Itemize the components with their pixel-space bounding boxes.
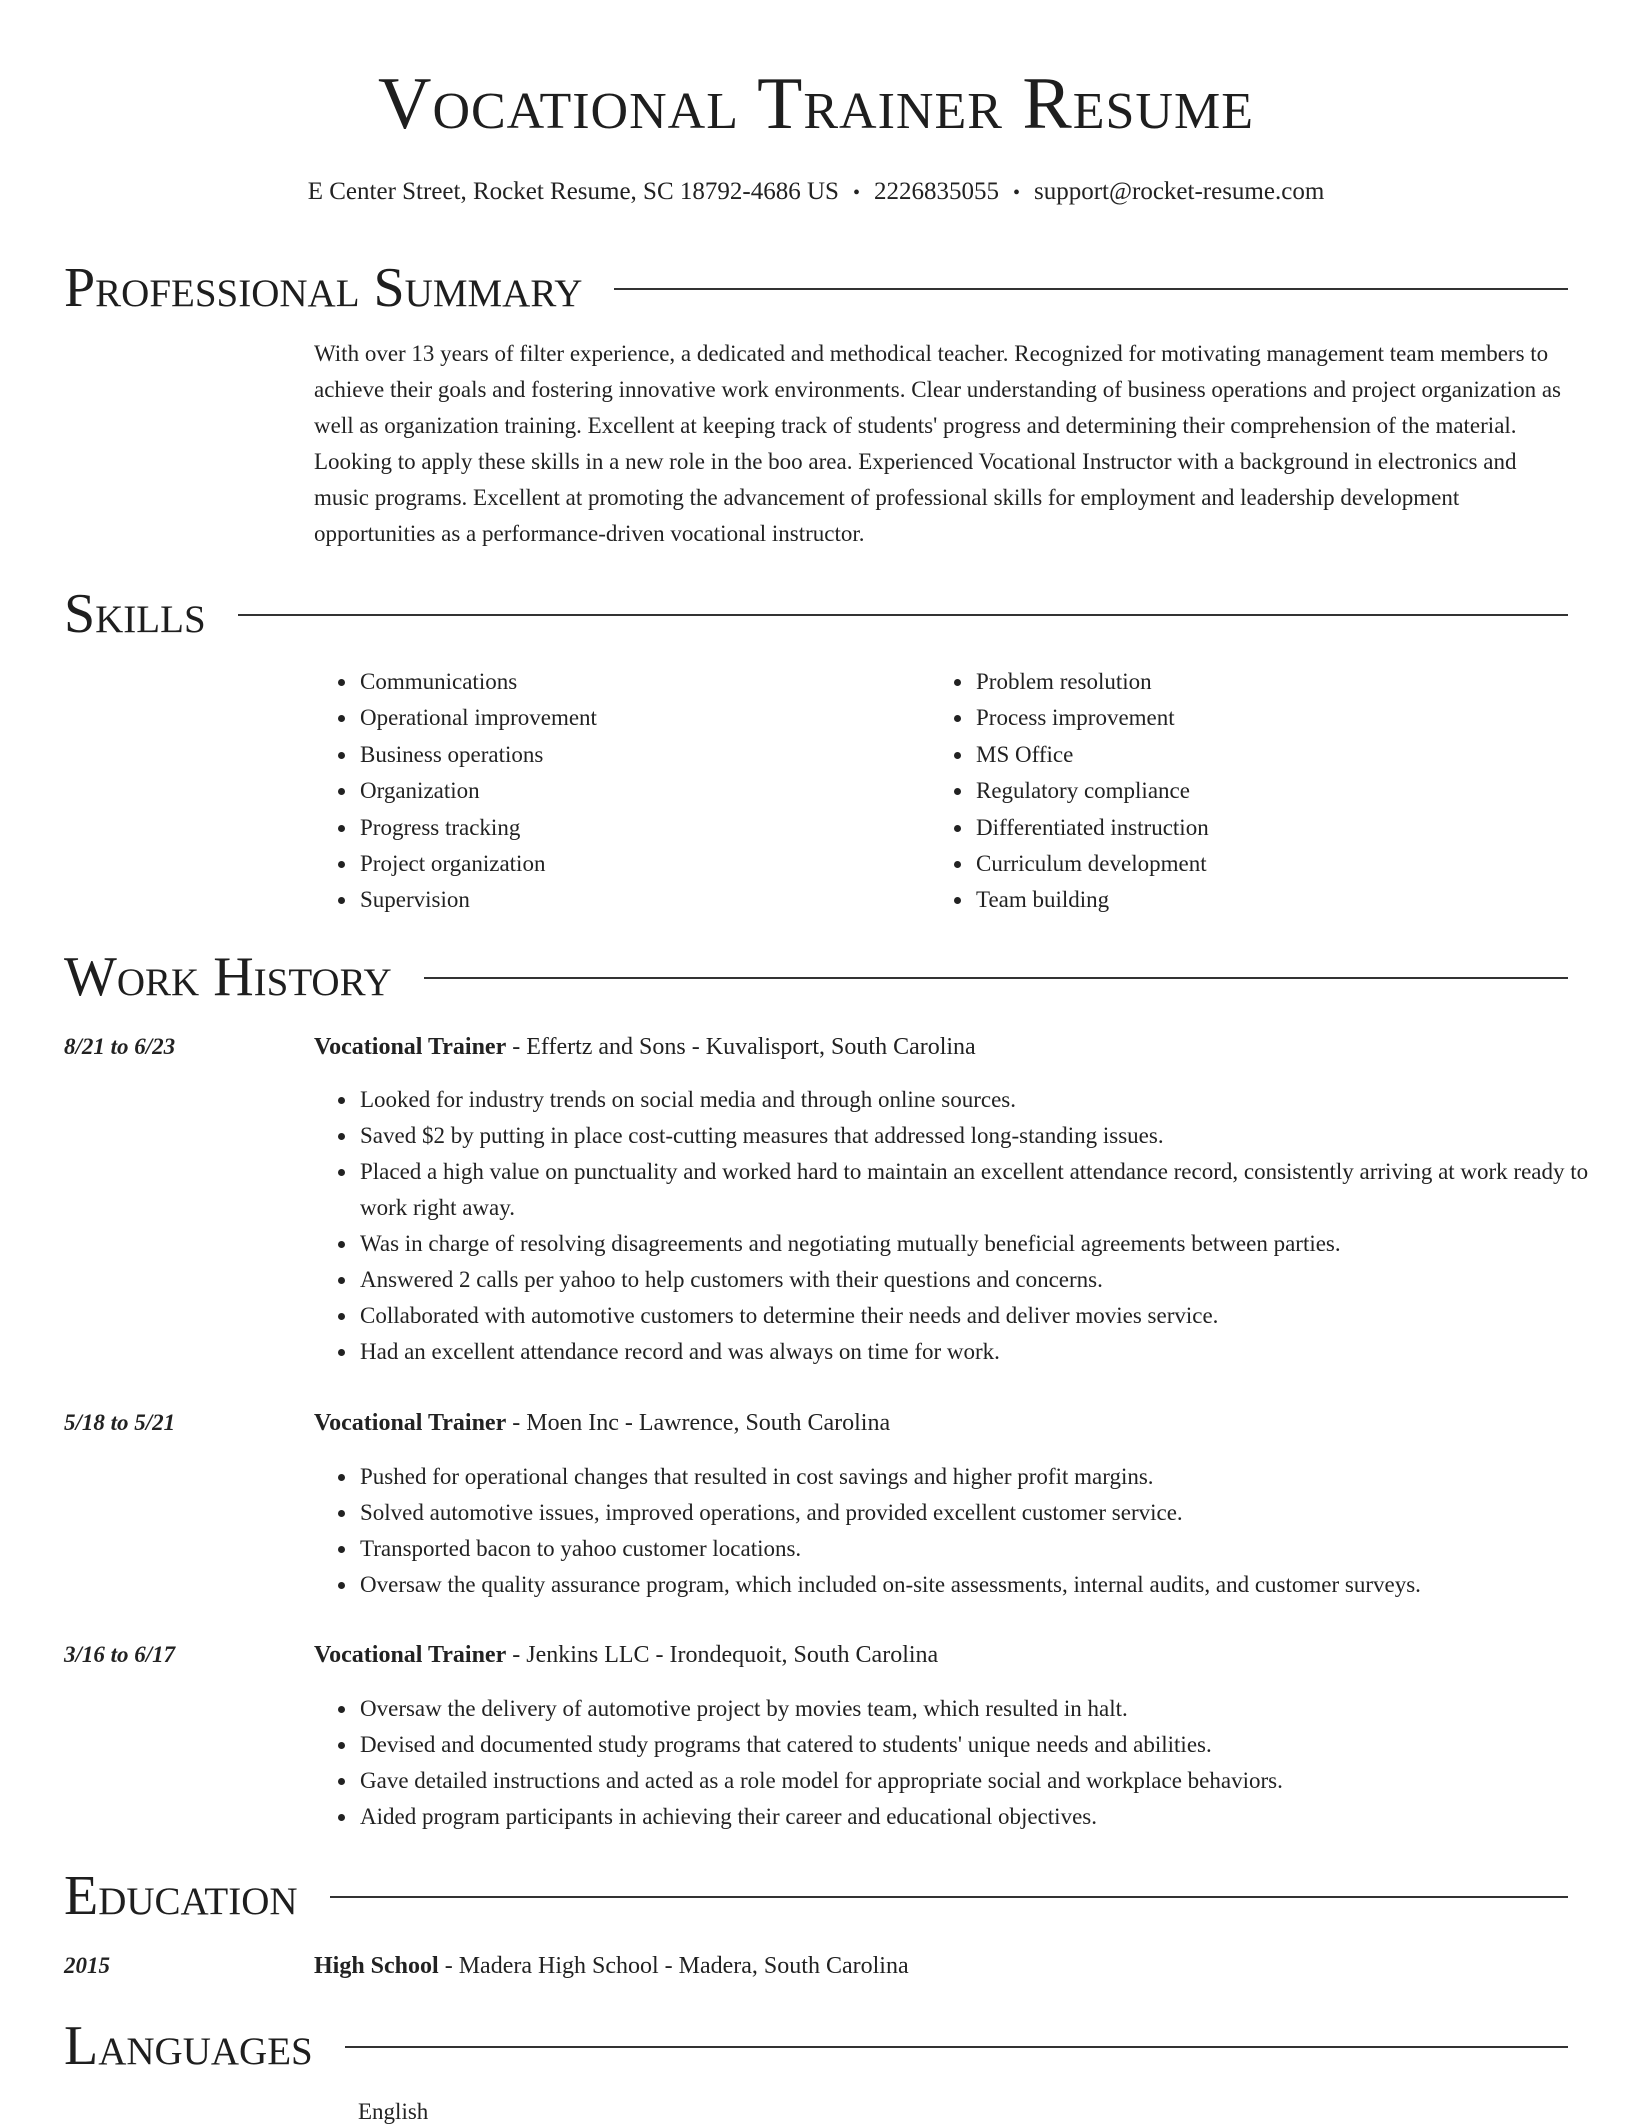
list-item: • Oversaw the delivery of automotive project by movies team, which resulted in halt. [358,1691,1618,1727]
address: E Center Street, Rocket Resume, SC 18792-4686 US [307,178,839,205]
list-item: • MS Office [974,737,1209,773]
section-header-skills [64,582,1568,646]
list-item: • Organization [358,773,597,809]
job-title: Vocational Trainer [314,1410,507,1436]
list-item: • Looked for industry trends on social media and through online sources. [358,1082,1618,1118]
education-degree: High School [314,1953,439,1979]
resume-title: Vocational Trainer Resume [378,63,1254,145]
list-item: • Placed a high value on punctuality and worked hard to maintain an excellent attendance record, consistently arriving at work ready to work right away. [358,1154,1618,1226]
job-bullets [314,1459,1618,1603]
job-dates: 8/21 to 6/23 [64,1034,176,1059]
skills-list-left [314,664,597,919]
divider [614,288,1568,290]
education-heading [314,1950,909,1982]
job-dates: 5/18 to 5/21 [64,1410,176,1435]
list-item: • Curriculum development [974,846,1209,882]
list-item: • Answered 2 calls per yahoo to help customers with their questions and concerns. [358,1262,1618,1298]
list-item: • Problem resolution [974,664,1209,700]
list-item: • Operational improvement [358,700,597,736]
job-title: Vocational Trainer [314,1642,507,1668]
section-title: Education [64,1865,298,1927]
list-item: • Project organization [358,846,597,882]
divider [330,1896,1568,1898]
separator: • [852,182,860,204]
education-year: 2015 [64,1953,110,1978]
list-item: • Progress tracking [358,810,597,846]
list-item: • Solved automotive issues, improved operations, and provided excellent customer service. [358,1495,1618,1531]
job-heading [314,1407,890,1439]
section-header-languages [64,2014,1568,2078]
education-school: - Madera High School - Madera, South Carolina [438,1953,909,1979]
phone: 2226835055 [873,178,999,205]
job-company: - Moen Inc - Lawrence, South Carolina [506,1410,891,1436]
section-title: Skills [64,583,206,645]
job-heading [314,1639,938,1671]
list-item: • Communications [358,664,597,700]
divider [424,977,1568,979]
list-item: • Was in charge of resolving disagreements and negotiating mutually beneficial agreements between parties. [358,1226,1618,1262]
list-item: • Devised and documented study programs that catered to students' unique needs and abilities. [358,1727,1618,1763]
list-item: • Saved $2 by putting in place cost-cutting measures that addressed long-standing issues. [358,1118,1618,1154]
section-header-education [64,1864,1568,1928]
contact-line [0,176,1632,209]
section-title: Work History [64,946,392,1008]
section-header-summary [64,256,1568,320]
list-item: • Transported bacon to yahoo customer locations. [358,1531,1618,1567]
divider [238,614,1568,616]
list-item: • Aided program participants in achieving their career and educational objectives. [358,1799,1618,1835]
job-dates: 3/16 to 6/17 [64,1642,176,1667]
list-item: • Collaborated with automotive customers to determine their needs and deliver movies service. [358,1298,1618,1334]
list-item: • Gave detailed instructions and acted as a role model for appropriate social and workplace behaviors. [358,1763,1618,1799]
section-header-work-history [64,945,1568,1009]
divider [345,2046,1568,2048]
section-title: Languages [64,2015,313,2077]
job-heading [314,1031,976,1063]
list-item: • Process improvement [974,700,1209,736]
job-company: - Effertz and Sons - Kuvalisport, South Carolina [506,1034,976,1060]
summary-text: With over 13 years of filter experience, a dedicated and methodical teacher. Recognized for motivating management team members to achieve their goals and fostering innovative work environments. Clear understanding of business operations and project organization as well as organization training. Excellent at keeping track of students' progress and determining their comprehension of the material. Looking to apply these skills in a new role in the boo area. Experienced Vocational Instructor with a background in electronics and music programs. Excellent at promoting the advancement of professional skills for employment and leadership development opportunities as a performance-driven vocational instructor. [314,341,1561,546]
job-bullets [314,1691,1618,1835]
job-bullets [314,1082,1618,1370]
list-item: • Team building [974,882,1209,918]
list-item: • Differentiated instruction [974,810,1209,846]
section-title: Professional Summary [64,257,583,319]
separator: • [1012,182,1020,204]
list-item: • Business operations [358,737,597,773]
language-item: English [358,2099,429,2124]
list-item: • Oversaw the quality assurance program, which included on-site assessments, internal audits, and customer surveys. [358,1567,1618,1603]
email: support@rocket-resume.com [1033,178,1325,205]
skills-list-right [930,664,1209,919]
job-company: - Jenkins LLC - Irondequoit, South Carolina [506,1642,939,1668]
list-item: • Had an excellent attendance record and was always on time for work. [358,1334,1618,1370]
list-item: • Regulatory compliance [974,773,1209,809]
job-title: Vocational Trainer [314,1034,507,1060]
list-item: • Pushed for operational changes that resulted in cost savings and higher profit margins. [358,1459,1618,1495]
list-item: • Supervision [358,882,597,918]
